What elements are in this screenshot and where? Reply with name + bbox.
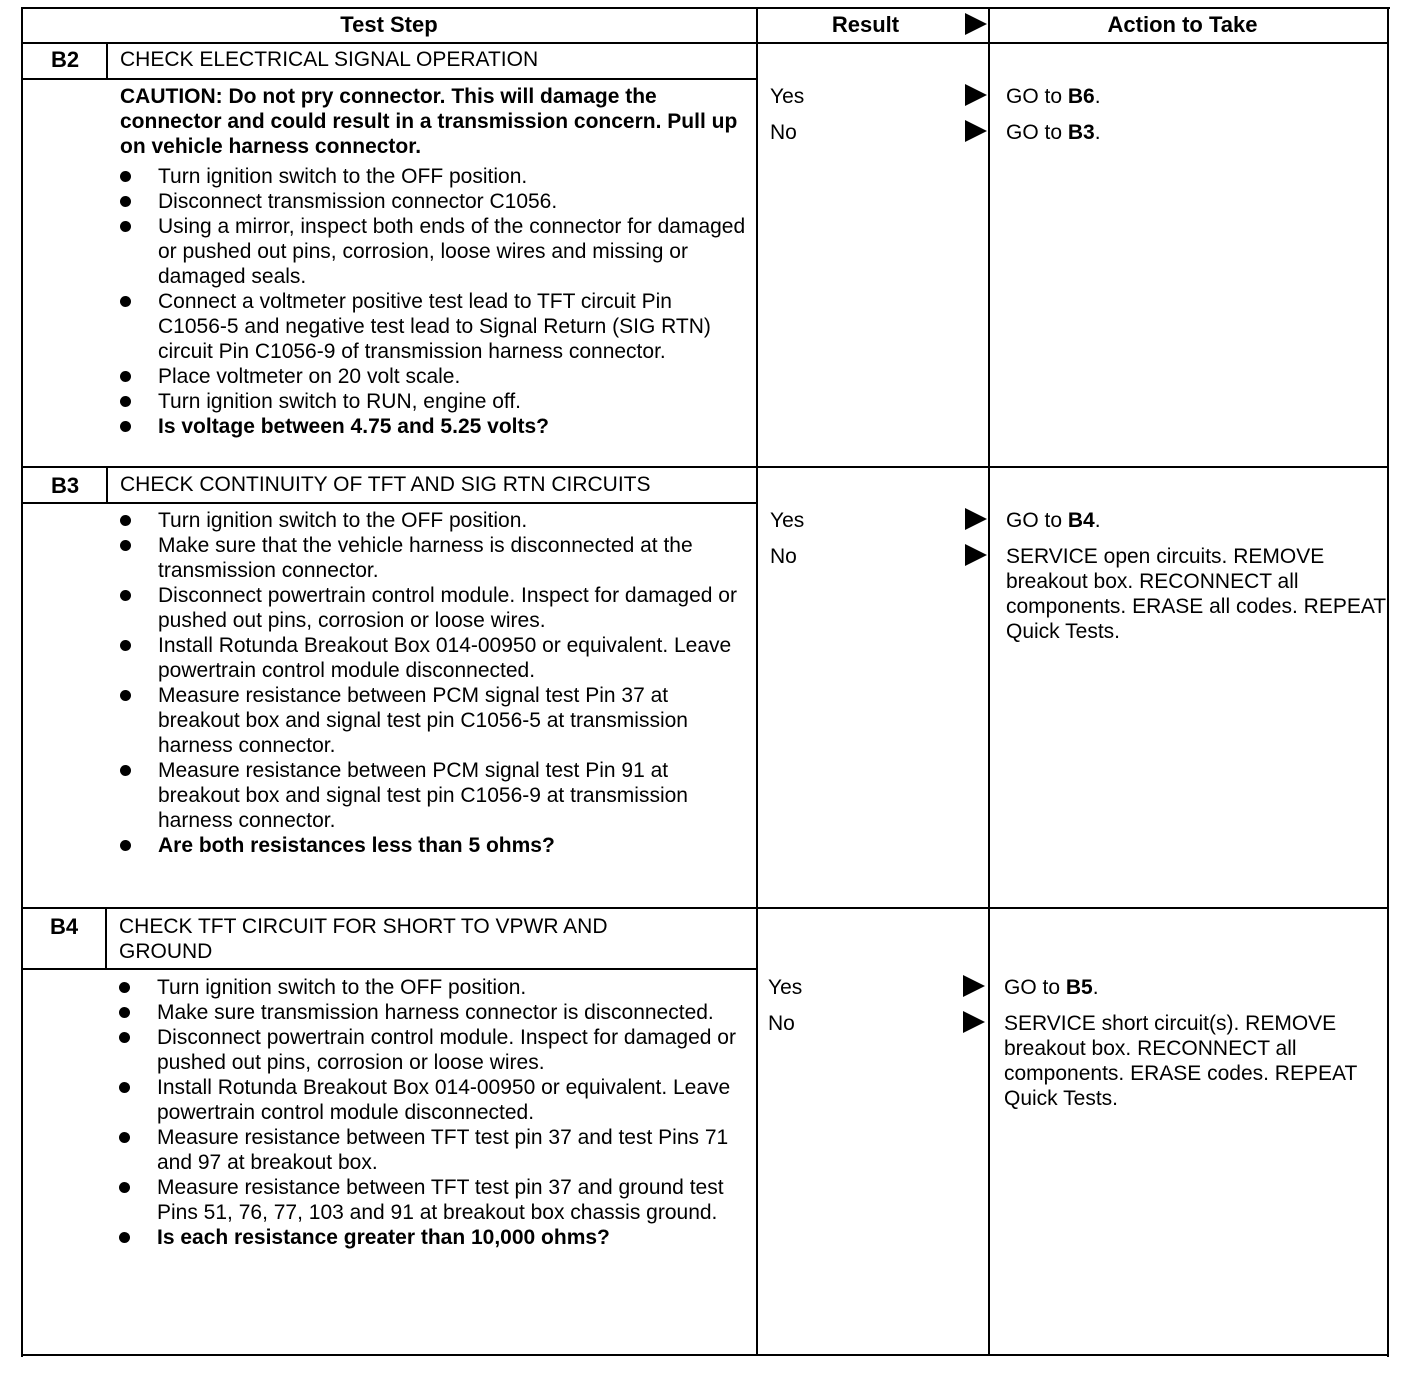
result-no: No — [770, 545, 797, 568]
list-item-text: Turn ignition switch to RUN, engine off. — [158, 390, 522, 413]
table-border-right — [1387, 7, 1389, 1357]
list-item — [120, 758, 746, 833]
bullet-icon — [120, 840, 131, 851]
arrow-icon — [965, 84, 987, 106]
header-action: Action to Take — [1107, 12, 1258, 37]
list-item — [119, 975, 745, 1000]
list-item-text: Place voltmeter on 20 volt scale. — [158, 365, 461, 388]
arrow-icon — [963, 975, 985, 997]
list-item — [119, 1025, 745, 1075]
list-item — [120, 164, 746, 189]
header-divider — [22, 42, 1388, 44]
step-title: CHECK ELECTRICAL SIGNAL OPERATION — [120, 48, 539, 71]
instruction-list — [119, 975, 745, 1250]
bullet-icon — [120, 371, 131, 382]
action-text — [1006, 544, 1386, 644]
list-item-text: Turn ignition switch to the OFF position. — [158, 165, 528, 188]
step-title-underline — [22, 502, 757, 504]
action-text — [1004, 1011, 1384, 1111]
result-no: No — [768, 1012, 795, 1035]
arrow-icon — [965, 544, 987, 566]
list-item — [120, 583, 746, 633]
step-body — [120, 508, 746, 858]
action-suffix: . — [1094, 85, 1101, 108]
list-item — [120, 508, 746, 533]
list-item — [120, 533, 746, 583]
bullet-icon — [120, 221, 131, 232]
action-ref: B6 — [1067, 85, 1095, 108]
arrow-icon — [965, 508, 987, 530]
instruction-list — [120, 508, 746, 858]
action-prefix: GO to — [1006, 509, 1068, 532]
list-item — [120, 289, 746, 364]
action-prefix: GO to — [1006, 85, 1068, 108]
bullet-icon — [119, 1082, 130, 1093]
list-item — [120, 364, 746, 389]
header-result: Result — [831, 12, 900, 37]
question-text: Is voltage between 4.75 and 5.25 volts? — [158, 415, 549, 438]
table-border-bottom — [21, 1354, 1389, 1356]
bullet-icon — [120, 540, 131, 551]
bullet-icon — [119, 1032, 130, 1043]
step-id-divider — [106, 467, 108, 503]
bullet-icon — [119, 1007, 130, 1018]
list-item — [120, 214, 746, 289]
list-item-text: Make sure transmission harness connector is disconnected. — [157, 1001, 714, 1024]
bullet-icon — [120, 765, 131, 776]
table-border-left — [21, 7, 23, 1357]
list-item-text: Connect a voltmeter positive test lead to TFT circuit Pin C1056-5 and negative test lead to Signal Return (SIG RTN) circuit Pin C1056-9 of transmission harness connector. — [158, 290, 711, 363]
action-prefix: SERVICE open circuits. REMOVE breakout box. RECONNECT all components. ERASE all codes. REPEAT Quick Tests. — [1006, 545, 1386, 643]
list-item-text: Install Rotunda Breakout Box 014-00950 or equivalent. Leave powertrain control module disconnected. — [157, 1076, 731, 1124]
list-item — [120, 683, 746, 758]
step-id-divider — [106, 43, 108, 79]
list-item-text: Measure resistance between TFT test pin 37 and ground test Pins 51, 76, 77, 103 and 91 at breakout box chassis ground. — [157, 1176, 724, 1224]
action-text — [1006, 120, 1386, 145]
action-suffix: . — [1094, 509, 1101, 532]
list-item — [119, 1125, 745, 1175]
list-item — [119, 1000, 745, 1025]
step-body — [120, 84, 746, 439]
step-title: CHECK TFT CIRCUIT FOR SHORT TO VPWR AND GROUND — [119, 915, 608, 963]
list-item-text: Disconnect powertrain control module. Inspect for damaged or pushed out pins, corrosion or loose wires. — [157, 1026, 736, 1074]
bullet-icon — [120, 171, 131, 182]
list-item — [119, 1075, 745, 1125]
row-divider — [22, 466, 1388, 468]
list-item-text: Make sure that the vehicle harness is disconnected at the transmission connector. — [158, 534, 693, 582]
result-yes: Yes — [770, 509, 805, 532]
caution-text: CAUTION: Do not pry connector. This will damage the connector and could result in a transmission concern. Pull up on vehicle harness connector. — [120, 85, 738, 158]
bullet-icon — [120, 515, 131, 526]
list-item-text: Turn ignition switch to the OFF position. — [158, 509, 528, 532]
action-text — [1004, 975, 1384, 1000]
bullet-icon — [120, 690, 131, 701]
step-id-divider — [105, 908, 107, 969]
instruction-list — [120, 164, 746, 439]
list-item-text: Measure resistance between PCM signal test Pin 37 at breakout box and signal test pin C1056-5 at transmission harness connector. — [158, 684, 688, 757]
column-divider-result — [756, 7, 758, 1356]
list-item-text: Using a mirror, inspect both ends of the connector for damaged or pushed out pins, corrosion, loose wires and missing or damaged seals. — [158, 215, 746, 288]
list-item-text: Disconnect powertrain control module. Inspect for damaged or pushed out pins, corrosion or loose wires. — [158, 584, 737, 632]
question-item — [120, 414, 746, 439]
list-item-text: Disconnect transmission connector C1056. — [158, 190, 558, 213]
question-text: Is each resistance greater than 10,000 ohms? — [157, 1226, 610, 1249]
bullet-icon — [120, 421, 131, 432]
action-prefix: SERVICE short circuit(s). REMOVE breakout box. RECONNECT all components. ERASE codes. REPEAT Quick Tests. — [1004, 1012, 1357, 1110]
list-item-text: Measure resistance between TFT test pin 37 and test Pins 71 and 97 at breakout box. — [157, 1126, 729, 1174]
list-item — [120, 633, 746, 683]
list-item — [120, 189, 746, 214]
action-ref: B5 — [1065, 976, 1093, 999]
question-item — [120, 833, 746, 858]
step-id: B4 — [49, 914, 79, 939]
list-item — [119, 1175, 745, 1225]
result-yes: Yes — [768, 976, 803, 999]
step-title-underline — [22, 78, 757, 80]
row-divider — [22, 907, 1388, 909]
bullet-icon — [119, 982, 130, 993]
header-test-step: Test Step — [340, 12, 438, 37]
list-item-text: Install Rotunda Breakout Box 014-00950 or equivalent. Leave powertrain control module disconnected. — [158, 634, 732, 682]
step-title-underline — [21, 968, 757, 970]
step-id: B2 — [50, 47, 80, 72]
bullet-icon — [120, 640, 131, 651]
result-no: No — [770, 121, 797, 144]
list-item-text: Turn ignition switch to the OFF position. — [157, 976, 527, 999]
action-prefix: GO to — [1006, 121, 1068, 144]
action-text — [1006, 84, 1386, 109]
question-item — [119, 1225, 745, 1250]
bullet-icon — [120, 590, 131, 601]
action-ref: B3 — [1067, 121, 1095, 144]
bullet-icon — [120, 296, 131, 307]
bullet-icon — [120, 396, 131, 407]
step-body — [119, 975, 745, 1250]
bullet-icon — [120, 196, 131, 207]
action-prefix: GO to — [1004, 976, 1066, 999]
arrow-icon — [963, 1011, 985, 1033]
header-arrow-icon — [965, 13, 987, 35]
list-item — [120, 389, 746, 414]
action-ref: B4 — [1067, 509, 1095, 532]
result-yes: Yes — [770, 85, 805, 108]
bullet-icon — [119, 1232, 130, 1243]
arrow-icon — [965, 120, 987, 142]
step-title: CHECK CONTINUITY OF TFT AND SIG RTN CIRCUITS — [120, 473, 651, 496]
step-id: B3 — [50, 473, 80, 498]
list-item-text: Measure resistance between PCM signal test Pin 91 at breakout box and signal test pin C1056-9 at transmission harness connector. — [158, 759, 688, 832]
question-text: Are both resistances less than 5 ohms? — [158, 834, 555, 857]
action-text — [1006, 508, 1386, 533]
column-divider-action — [988, 7, 990, 1356]
action-suffix: . — [1092, 976, 1099, 999]
bullet-icon — [119, 1132, 130, 1143]
bullet-icon — [119, 1182, 130, 1193]
action-suffix: . — [1094, 121, 1101, 144]
